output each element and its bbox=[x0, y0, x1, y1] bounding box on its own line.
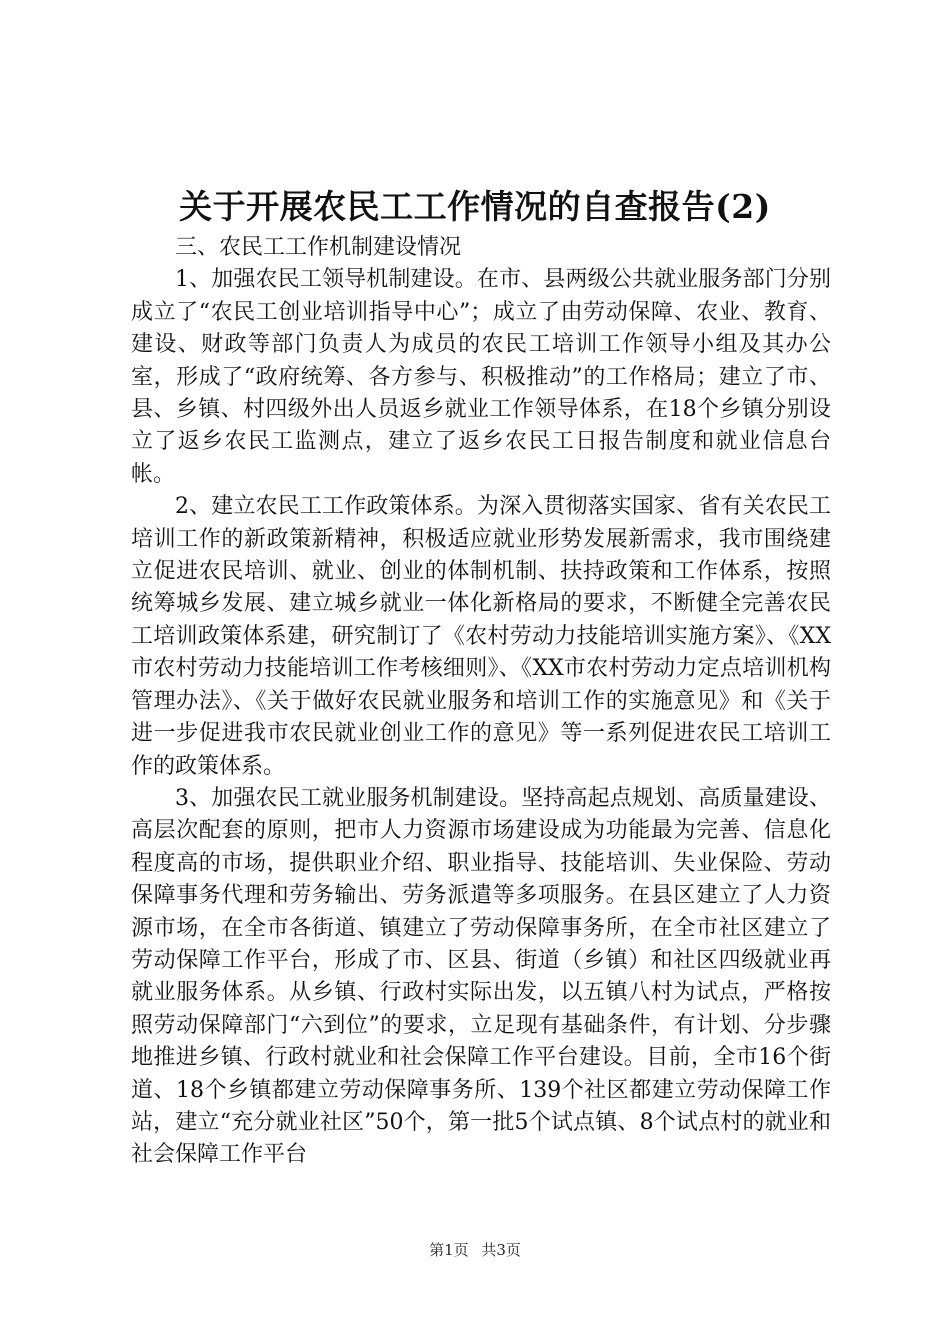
paragraph-3: 3、加强农民工就业服务机制建设。坚持高起点规划、高质量建设、高层次配套的原则，把市人力资源市场建设成为功能最为完善、信息化程度高的市场，提供职业介绍、职业指导、技能培训、失业保险、劳动保障事务代理和劳务输出、劳务派遣等多项服务。在县区建立了人力资源市场，在全市各街道、镇建立了劳动保障事务所，在全市社区建立了劳动保障工作平台，形成了市、区县、街道（乡镇）和社区四级就业再就业服务体系。从乡镇、行政村实际出发，以五镇八村为试点，严格按照劳动保障部门“六到位”的要求，立足现有基础条件，有计划、分步骤地推进乡镇、行政村就业和社会保障工作平台建设。目前，全市16个街道、18个乡镇都建立劳动保障事务所、139个社区都建立劳动保障工作站，建立“充分就业社区”50个，第一批5个试点镇、8个试点村的就业和社会保障工作平台 bbox=[131, 785, 831, 1168]
paragraph-2: 2、建立农民工工作政策体系。为深入贯彻落实国家、省有关农民工培训工作的新政策新精神，积极适应就业形势发展新需求，我市围绕建立促进农民培训、就业、创业的体制机制、扶持政策和工作体系，按照统筹城乡发展、建立城乡就业一体化新格局的要求，不断健全完善农民工培训政策体系建，研究制订了《农村劳动力技能培训实施方案》、《XX市农村劳动力技能培训工作考核细则》、《XX市农村劳动力定点培训机构管理办法》、《关于做好农民就业服务和培训工作的实施意见》和《关于进一步促进我市农民就业创业工作的意见》等一系列促进农民工培训工作的政策体系。 bbox=[131, 494, 831, 779]
page-footer bbox=[0, 1240, 950, 1260]
section-heading: 三、农民工工作机制建设情况 bbox=[175, 235, 462, 260]
document-body bbox=[131, 232, 831, 1172]
page-total: 共3页 bbox=[481, 1241, 521, 1259]
document-title: 关于开展农民工工作情况的自查报告(2) bbox=[179, 187, 771, 226]
page-number: 第1页 bbox=[429, 1241, 469, 1259]
paragraph-1: 1、加强农民工领导机制建设。在市、县两级公共就业服务部门分别成立了“农民工创业培训指导中心”；成立了由劳动保障、农业、教育、建设、财政等部门负责人为成员的农民工培训工作领导小组及其办公室，形成了“政府统筹、各方参与、积极推动”的工作格局；建立了市、县、乡镇、村四级外出人员返乡就业工作领导体系，在18个乡镇分别设立了返乡农民工监测点，建立了返乡农民工日报告制度和就业信息台帐。 bbox=[131, 267, 831, 487]
